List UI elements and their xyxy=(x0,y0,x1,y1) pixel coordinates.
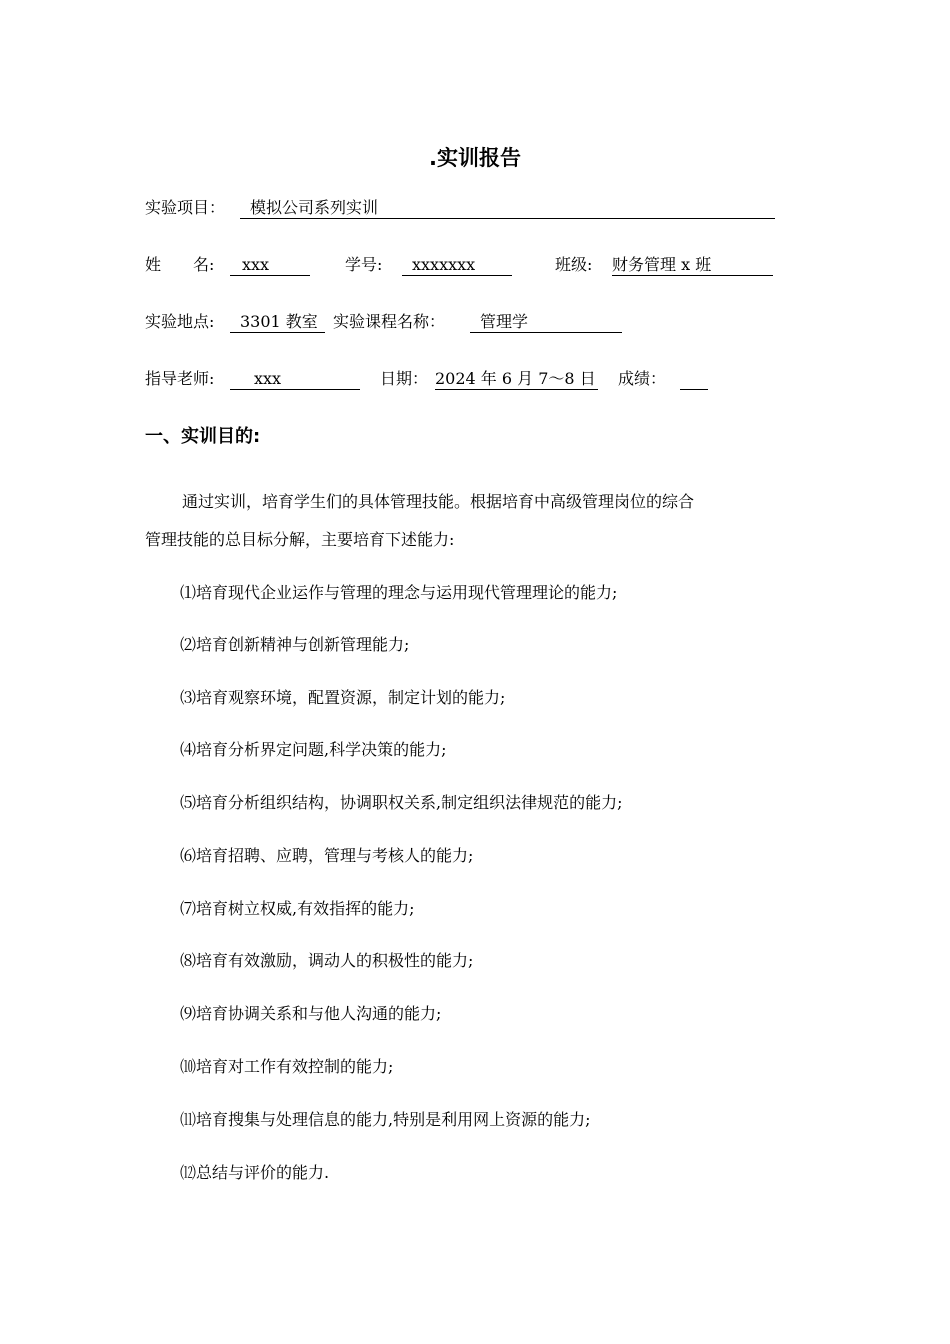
list-item: ⑶培育观察环境，配置资源，制定计划的能力; xyxy=(180,688,506,707)
teacher-field xyxy=(230,367,360,390)
course-field xyxy=(470,310,622,333)
project-value: 模拟公司系列实训 xyxy=(250,198,379,217)
list-item: ⑷培育分析界定问题,科学决策的能力; xyxy=(180,740,447,759)
project-field xyxy=(240,196,775,219)
teacher-value: xxx xyxy=(254,369,282,388)
list-item: ⑿总结与评价的能力. xyxy=(180,1163,330,1182)
section-heading: 一、实训目的: xyxy=(145,426,261,447)
list-item: ⑼培育协调关系和与他人沟通的能力; xyxy=(180,1004,442,1023)
course-value: 管理学 xyxy=(480,312,529,331)
list-item: ⑽培育对工作有效控制的能力; xyxy=(180,1057,394,1076)
page-title: .实训报告 xyxy=(429,146,521,170)
list-item: ⑵培育创新精神与创新管理能力; xyxy=(180,635,410,654)
intro-line-2: 管理技能的总目标分解，主要培育下述能力: xyxy=(145,530,455,549)
date-field xyxy=(435,367,598,390)
student-id-value: xxxxxxx xyxy=(412,255,476,274)
list-item: ⑻培育有效激励，调动人的积极性的能力; xyxy=(180,951,474,970)
list-item: ⑴培育现代企业运作与管理的理念与运用现代管理理论的能力; xyxy=(180,583,618,602)
intro-line-1: 通过实训，培育学生们的具体管理技能。根据培育中高级管理岗位的综合 xyxy=(182,492,695,511)
location-label: 实验地点: xyxy=(145,312,215,331)
student-id-field xyxy=(402,253,512,276)
class-label: 班级: xyxy=(555,255,593,274)
location-field xyxy=(230,310,325,333)
course-label: 实验课程名称： xyxy=(333,312,446,331)
list-item: ⑸培育分析组织结构，协调职权关系,制定组织法律规范的能力; xyxy=(180,793,623,812)
list-item: ⑹培育招聘、应聘，管理与考核人的能力; xyxy=(180,846,474,865)
list-item: ⑺培育树立权威,有效指挥的能力; xyxy=(180,899,415,918)
location-value: 3301 教室 xyxy=(240,312,318,331)
score-label: 成绩： xyxy=(618,369,667,388)
class-field xyxy=(612,253,773,276)
list-item: ⑾培育搜集与处理信息的能力,特别是利用网上资源的能力; xyxy=(180,1110,591,1129)
score-field xyxy=(680,367,708,390)
project-label: 实验项目： xyxy=(145,198,226,217)
teacher-label: 指导老师: xyxy=(145,369,215,388)
score-value xyxy=(680,369,690,388)
date-value: 2024 年 6 月 7～8 日 xyxy=(435,369,596,388)
name-value: xxx xyxy=(242,255,270,274)
student-id-label: 学号: xyxy=(345,255,383,274)
name-field xyxy=(230,253,310,276)
name-label: 姓 名: xyxy=(145,255,215,274)
date-label: 日期： xyxy=(380,369,429,388)
class-value: 财务管理 x 班 xyxy=(612,255,712,274)
